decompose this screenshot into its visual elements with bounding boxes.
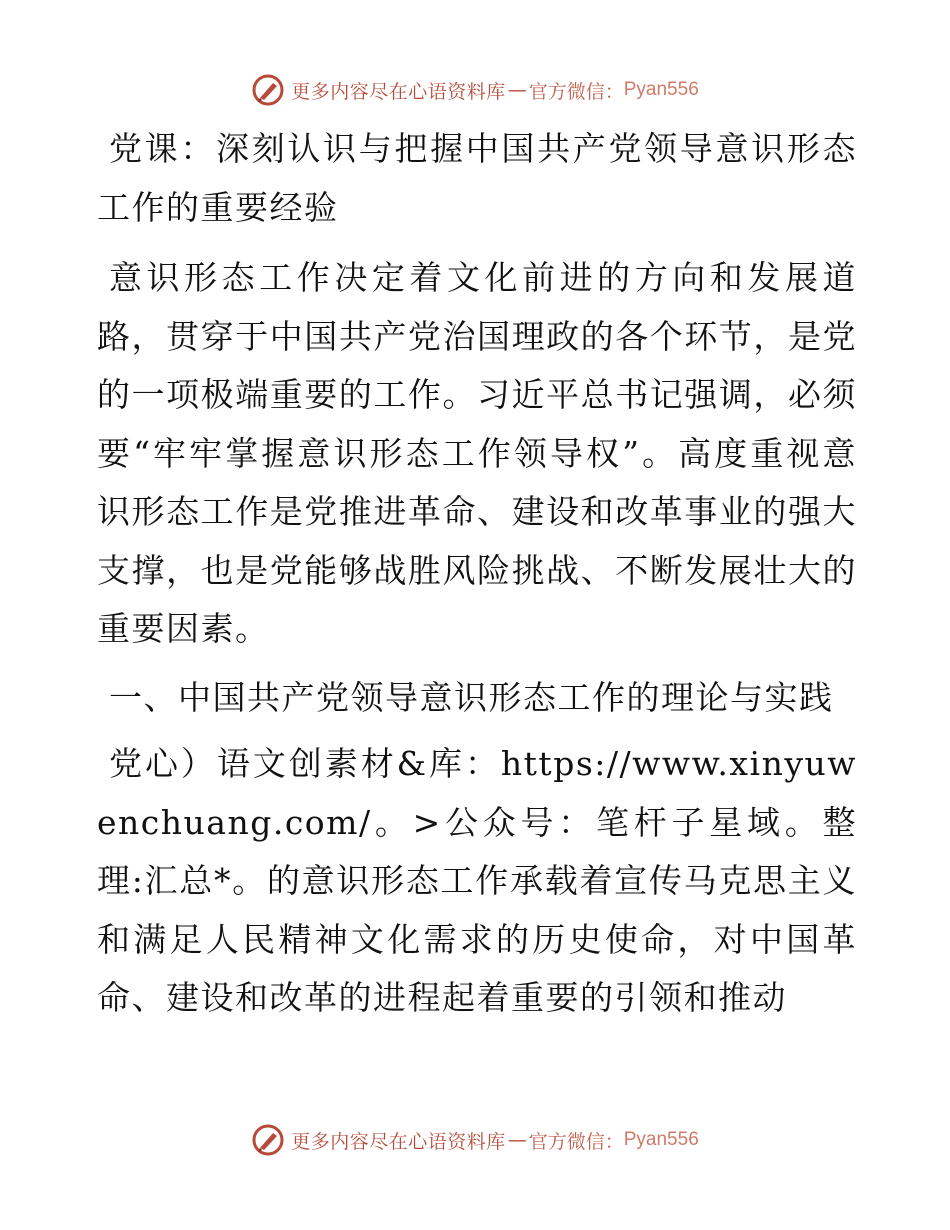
intro-paragraph: 意识形态工作决定着文化前进的方向和发展道路，贯穿于中国共产党治国理政的各个环节，是党的一项极端重要的工作。习近平总书记强调，必须要“牢牢掌握意识形态工作领导权”。高度重视意识形态工作是党推进革命、建设和改革事业的强大支撑，也是党能够战胜风险挑战、不断发展壮大的重要因素。 — [97, 258, 857, 648]
banner-wechat-label: 官方微信： — [528, 1130, 624, 1153]
pen-logo-icon — [251, 73, 285, 107]
footer-banner — [0, 1120, 950, 1160]
banner-brand-text: 更多内容尽在心语资料库 — [291, 1130, 506, 1153]
document-body — [97, 120, 857, 1038]
document-title: 党课：深刻认识与把握中国共产党领导意识形态工作的重要经验 — [97, 129, 857, 227]
banner-wechat-id: Pyan556 — [623, 79, 699, 100]
header-banner — [0, 70, 950, 110]
banner-separator: — — [507, 79, 527, 101]
banner-wechat-label: 官方微信： — [528, 80, 624, 103]
banner-brand-text: 更多内容尽在心语资料库 — [291, 80, 506, 103]
banner-wechat-id: Pyan556 — [623, 1129, 699, 1150]
body-paragraph: 党心）语文创素材&库：https://www.xinyuwenchuang.com/。>公众号：笔杆子星域。整理:汇总*。的意识形态工作承载着宣传马克思主义和满足人民精神文化需求的历史使命，对中国革命、建设和改革的进程起着重要的引领和推动 — [97, 744, 857, 1017]
banner-separator: — — [507, 1129, 527, 1151]
pen-logo-icon — [251, 1123, 285, 1157]
section-heading: 一、中国共产党领导意识形态工作的理论与实践 — [109, 677, 834, 717]
